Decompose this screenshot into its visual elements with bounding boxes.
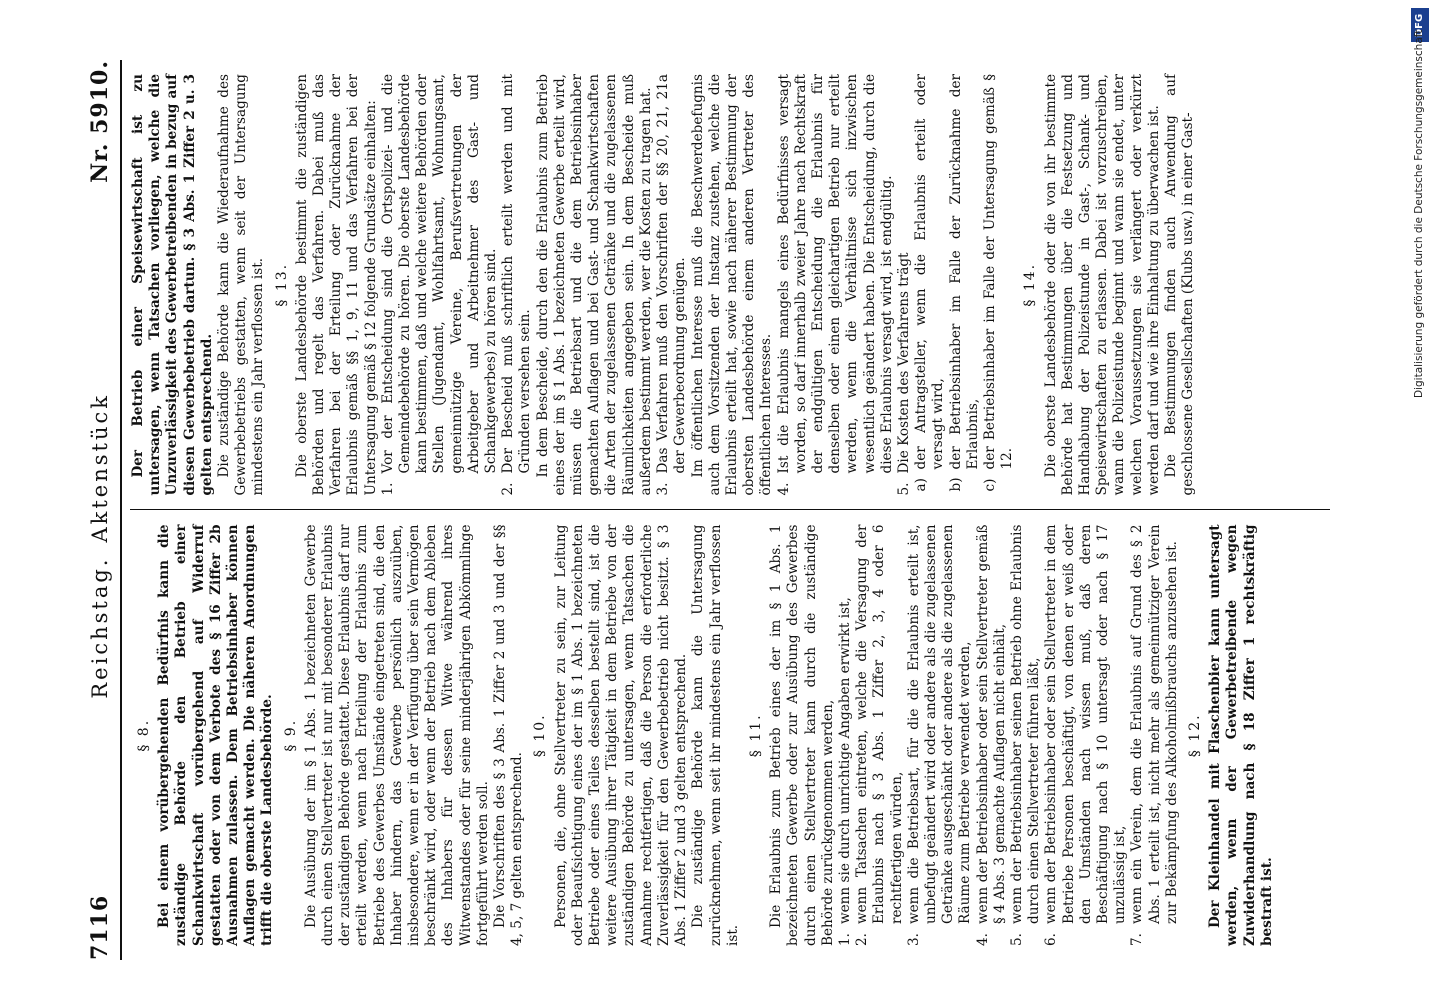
digitization-sidebar xyxy=(1408,8,1432,993)
section-14-paragraph-1: Die oberste Landesbehörde oder die von ihr bestimmte Behörde hat Bestimmungen über die Festsetzung und Handhabung der Polizeistunde in Gast-, Schank- und Speisewirtschaften zu erlassen. Dabei ist vorzuschreiben, wann die Polizeistunde beginnt und wann sie endet, unter welchen Voraussetzungen sie verlängert oder verkürzt werden darf und wie ihre Einhaltung zu überwachen ist. xyxy=(1042,74,1162,496)
list-item: 4. Ist die Erlaubnis mangels eines Bedürfnisses versagt worden, so darf innerhalb zweier Jahre nach Rechtskraft der endgültigen Entscheidung die Erlaubnis für denselben oder einen gleichartigen Betrieb nur erteilt werden, wenn die Verhältnisse sich inzwischen wesentlich geändert haben. Die Entscheidung, durch die diese Erlaubnis versagt wird, ist endgültig. xyxy=(775,74,895,496)
page-header xyxy=(80,60,122,960)
section-13-paragraph-3: Im öffentlichen Interesse muß die Beschwerdebefugnis auch dem Vorsitzenden der Instanz zustehen, welche die Erlaubnis erteilt hat, sowie nach näherer Bestimmung der obersten Landesbehörde einem anderen Vertreter des öffentlichen Interesses. xyxy=(689,74,775,496)
section-title-12: § 12. xyxy=(1186,713,1203,758)
list-item: 5. Die Kosten des Verfahrens trägt xyxy=(895,252,912,496)
rotated-page-content xyxy=(60,0,1350,1000)
running-title xyxy=(88,379,112,699)
doc-number: Nr. 5910. xyxy=(87,60,113,183)
list-item: 5. wenn der Betriebsinhaber seinen Betrieb ohne Erlaubnis durch einen Stellvertreter führen läßt, xyxy=(1008,524,1043,946)
dfg-logo: DFG xyxy=(1411,8,1429,42)
section-13-paragraph-2: In dem Bescheide, durch den die Erlaubnis zum Betrieb eines der im § 1 Abs. 1 bezeichneten Gewerbe erteilt wird, müssen die Betriebsart und die dem Betriebsinhaber gemachten Auflagen und bei Gast- und Schankwirtschaften die Arten der zugelassenen Getränke und die zugelassenen Räumlichkeiten angegeben sein. In dem Bescheide muß außerdem bestimmt werden, wer die Kosten zu tragen hat. xyxy=(534,74,654,496)
list-item: 1. wenn sie durch unrichtige Angaben erwirkt ist, xyxy=(836,597,853,946)
list-item: 3. wenn die Betriebsart, für die die Erlaubnis erteilt ist, unbefugt geändert wird oder andere als die zugelassenen Getränke ausgeschänkt oder andere als die zugelassenen Räume zum Betriebe verwendet werden, xyxy=(905,524,974,946)
section-title-9: § 9. xyxy=(282,718,299,752)
doc-prefix: Aktenstück xyxy=(88,393,112,543)
section-9-paragraph-1: Die Ausübung der im § 1 Abs. 1 bezeichneten Gewerbe durch einen Stellvertreter ist nur mit besonderer Erlaubnis der zuständigen Behörde gestattet. Diese Erlaubnis darf nur erteilt werden, wenn nach Erteilung der Erlaubnis zum Betriebe des Gewerbes Umstände eingetreten sind, die den Inhaber hindern, das Gewerbe persönlich auszuüben, insbesondere, wenn er in der Verfügung über sein Vermögen beschränkt wird, oder wenn der Betrieb nach dem Ableben des Inhabers für dessen Witwe während ihres Witwenstandes oder für seine minderjährigen Abkömmlinge fortgeführt werden soll. xyxy=(302,524,491,946)
section-10-paragraph-2: Die zuständige Behörde kann die Untersagung zurücknehmen, wenn seit ihr mindestens ein Jahr verflossen ist. xyxy=(690,524,741,946)
section-8-text: Bei einem vorübergehenden Bedürfnis kann die zuständige Behörde den Betrieb einer Schankwirtschaft vorübergehend auf Widerruf gestatten oder von dem Verbote des § 16 Ziffer 2b Ausnahmen zulassen. Dem Betriebsinhaber können Auflagen gemacht werden. Die näheren Anordnungen trifft die oberste Landesbehörde. xyxy=(156,524,276,946)
text-columns xyxy=(130,60,1330,960)
sub-item: a) der Antragsteller, wenn die Erlaubnis erteilt oder versagt wird, xyxy=(913,74,947,492)
list-item: 2. Der Bescheid muß schriftlich erteilt werden und mit Gründen versehen sein. xyxy=(500,74,534,496)
sub-item: c) der Betriebsinhaber im Falle der Untersagung gemäß § 12. xyxy=(981,74,1016,492)
section-title-8: § 8. xyxy=(136,718,152,752)
list-item: 6. wenn der Betriebsinhaber oder sein Stellvertreter in dem Betriebe Personen beschäftigt, von denen er weiß oder den Umständen nach wissen muß, daß deren Beschäftigung nach § 10 untersagt oder nach § 17 unzulässig ist, xyxy=(1043,524,1129,946)
chamber-name: Reichstag. xyxy=(88,556,112,699)
sub-item: b) der Betriebsinhaber im Falle der Zurücknahme der Erlaubnis, xyxy=(947,74,981,492)
section-12-text: Der Kleinhandel mit Flaschenbier kann untersagt werden, wenn der Gewerbetreibende wegen Zuwiderhandlung nach § 18 Ziffer 1 rechtskräftig bestraft ist. xyxy=(1207,524,1275,946)
section-13-intro: Die oberste Landesbehörde bestimmt die zuständigen Behörden und regelt das Verfahren. Dabei muß das Verfahren bei der Erteilung oder Zurücknahme der Erlaubnis gemäß §§ 1, 9, 11 und das Verfahren bei der Untersagung gemäß § 12 folgende Grundsätze einhalten: xyxy=(293,74,379,496)
section-title-13: § 13. xyxy=(273,262,290,307)
list-item: 7. wenn ein Verein, dem die Erlaubnis auf Grund des § 2 Abs. 1 erteilt ist, nicht mehr als gemeinnütziger Verein zur Bekämpfung des Alkoholmißbrauchs anzusehen ist. xyxy=(1129,524,1180,946)
continuation-paragraph-1: Der Betrieb einer Speisewirtschaft ist zu untersagen, wenn Tatsachen vorliegen, welche die Unzuverlässigkeit des Gewerbetreibenden in bezug auf diesen Gewerbebetrieb dartun. § 3 Abs. 1 Ziffer 2 u. 3 gelten entsprechend. xyxy=(130,74,215,496)
list-item: 2. wenn Tatsachen eintreten, welche die Versagung der Erlaubnis nach § 3 Abs. 1 Ziffer 2, 3, 4 oder 6 rechtfertigen würden, xyxy=(854,524,905,946)
list-item: 3. Das Verfahren muß den Vorschriften der §§ 20, 21, 21a der Gewerbeordnung genügen. xyxy=(655,74,689,496)
list-item: 4. wenn der Betriebsinhaber oder sein Stellvertreter gemäß § 4 Abs. 3 gemachte Auflagen nicht einhält, xyxy=(974,524,1008,946)
section-title-10: § 10. xyxy=(532,713,549,758)
page-number: 7116 xyxy=(87,894,113,960)
section-11-list xyxy=(837,525,1181,947)
left-column xyxy=(130,510,1330,961)
section-title-14: § 14. xyxy=(1022,262,1039,307)
digitization-stamp: Digitalisierung gefördert durch die Deutsche Forschungsgemeinschaft xyxy=(1413,29,1425,398)
section-title-11: § 11. xyxy=(747,713,764,758)
section-9-paragraph-2: Die Vorschriften des § 3 Abs. 1 Ziffer 2 und 3 und der §§ 4, 5, 7 gelten entsprechend. xyxy=(492,524,526,946)
section-14-paragraph-2: Die Bestimmungen finden auch Anwendung auf geschlossene Gesellschaften (Klubs usw.) in einer Gast- xyxy=(1162,74,1197,496)
section-10-paragraph-1: Personen, die, ohne Stellvertreter zu sein, zur Leitung oder Beaufsichtigung eines der im § 1 Abs. 1 bezeichneten Betriebe oder eines Teiles desselben bestellt sind, ist die weitere Ausübung ihrer Tätigkeit in dem Betriebe von der zuständigen Behörde zu untersagen, wenn Tatsachen die Annahme rechtfertigen, daß die Person die erforderliche Zuverlässigkeit für den Gewerbebetrieb nicht besitzt. § 3 Abs. 1 Ziffer 2 und 3 gelten entsprechend. xyxy=(552,524,690,946)
section-11-intro: Die Erlaubnis zum Betrieb eines der im § 1 Abs. 1 bezeichneten Gewerbe oder zur Ausübung des Gewerbes durch einen Stellvertreter kann durch die zuständige Behörde zurückgenommen werden, xyxy=(768,524,836,946)
continuation-paragraph-2: Die zuständige Behörde kann die Wiederaufnahme des Gewerbebetriebs gestatten, wenn seit der Untersagung mindestens ein Jahr verflossen ist. xyxy=(216,74,267,496)
right-column xyxy=(130,60,1330,510)
list-item: 1. Vor der Entscheidung sind die Ortspolizei- und die Gemeindebehörde zu hören. Die oberste Landesbehörde kann bestimmen, daß und welche weitere Behörden oder Stellen (Jugendamt, Wohlfahrtsamt, Wohnungsamt, gemeinnützige Vereine, Berufsvertretungen der Arbeitgeber und Arbeitnehmer des Gast- und Schankgewerbes) zu hören sind. xyxy=(379,74,500,496)
